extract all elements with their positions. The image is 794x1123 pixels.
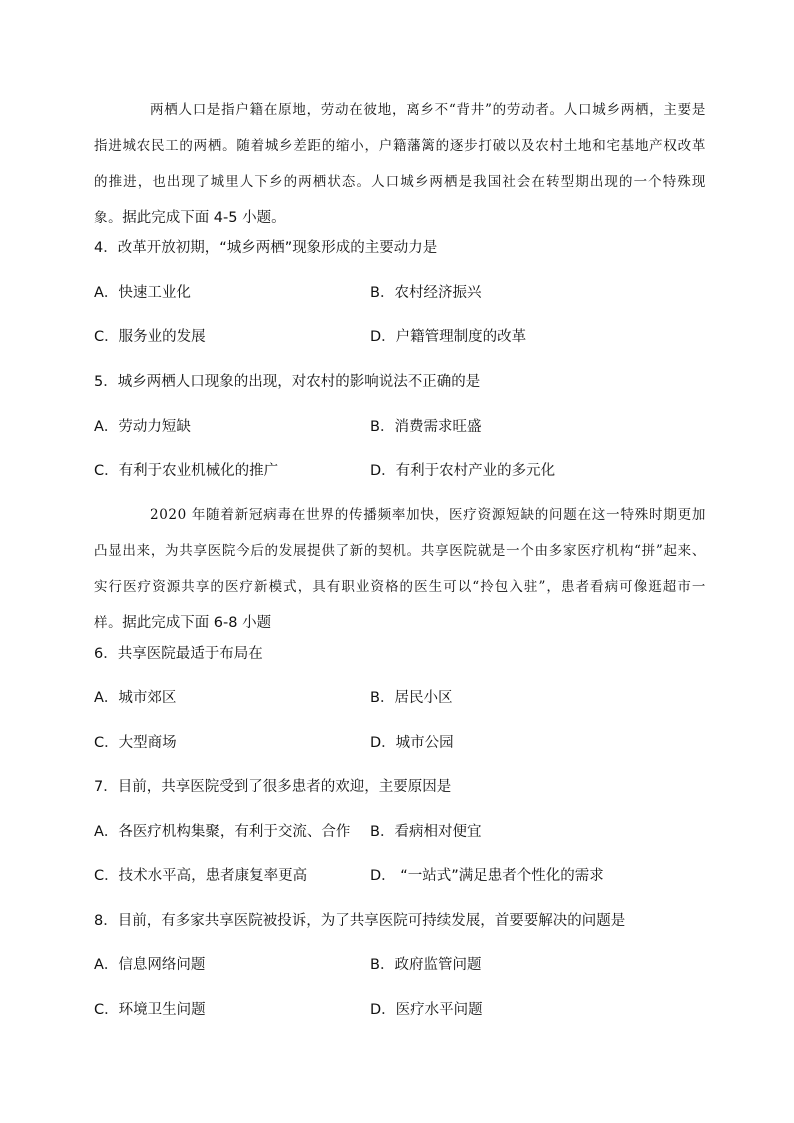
question-5-option-d[interactable]: D．有利于农村产业的多元化 (370, 463, 556, 479)
question-4-option-a[interactable]: A．快速工业化 (94, 285, 191, 301)
question-4-option-d[interactable]: D．户籍管理制度的改革 (370, 329, 527, 345)
question-7-option-c[interactable]: C．技术水平高，患者康复率更高 (94, 868, 308, 884)
question-5-option-b[interactable]: B．消费需求旺盛 (370, 419, 482, 435)
question-5-option-c[interactable]: C．有利于农业机械化的推广 (94, 463, 279, 479)
question-8-option-b[interactable]: B．政府监管问题 (370, 957, 482, 973)
question-6-option-c[interactable]: C．大型商场 (94, 735, 177, 751)
passage-1-paragraph (94, 92, 706, 236)
passage-2-paragraph (94, 497, 706, 641)
question-8-option-d[interactable]: D．医疗水平问题 (370, 1002, 483, 1018)
question-8-option-c[interactable]: C．环境卫生问题 (94, 1002, 206, 1018)
passage-1 (94, 92, 706, 236)
passage-2-text: 2020 年随着新冠病毒在世界的传播频率加快，医疗资源短缺的问题在这一特殊时期更加凸显出来，为共享医院今后的发展提供了新的契机。共享医院就是一个由多家医疗机构“拼”起来、实行医疗资源共享的医疗新模式，具有职业资格的医生可以“拎包入驻”，患者看病可像逛超市一样。 (94, 507, 706, 631)
passage-2 (94, 497, 706, 641)
question-6-option-d[interactable]: D．城市公园 (370, 735, 454, 751)
passage-1-instruction: 据此完成下面 4-5 小题。 (122, 210, 286, 226)
question-4-option-b[interactable]: B．农村经济振兴 (370, 285, 482, 301)
passage-2-instruction: 据此完成下面 6-8 小题 (122, 615, 272, 631)
question-7-option-a[interactable]: A．各医疗机构集聚，有利于交流、合作 (94, 824, 351, 840)
question-5-stem: 5．城乡两栖人口现象的出现，对农村的影响说法不正确的是 (94, 374, 481, 390)
question-8-stem: 8．目前，有多家共享医院被投诉，为了共享医院可持续发展，首要要解决的问题是 (94, 913, 626, 929)
passage-1-text: 两栖人口是指户籍在原地，劳动在彼地，离乡不“背井”的劳动者。人口城乡两栖，主要是指进城农民工的两栖。随着城乡差距的缩小，户籍藩篱的逐步打破以及农村土地和宅基地产权改革的推进，也出现了城里人下乡的两栖状态。人口城乡两栖是我国社会在转型期出现的一个特殊现象。 (94, 102, 706, 226)
question-6-option-b[interactable]: B．居民小区 (370, 690, 453, 706)
question-6-stem: 6．共享医院最适于布局在 (94, 646, 263, 662)
question-6-option-a[interactable]: A．城市郊区 (94, 690, 177, 706)
question-4-option-c[interactable]: C．服务业的发展 (94, 329, 206, 345)
question-8-option-a[interactable]: A．信息网络问题 (94, 957, 206, 973)
question-7-option-b[interactable]: B．看病相对便宜 (370, 824, 482, 840)
question-7-stem: 7．目前，共享医院受到了很多患者的欢迎，主要原因是 (94, 779, 452, 795)
question-5-option-a[interactable]: A．劳动力短缺 (94, 419, 191, 435)
question-7-option-d[interactable]: D． “一站式”满足患者个性化的需求 (370, 868, 604, 884)
question-4-stem: 4．改革开放初期，“城乡两栖”现象形成的主要动力是 (94, 240, 438, 256)
